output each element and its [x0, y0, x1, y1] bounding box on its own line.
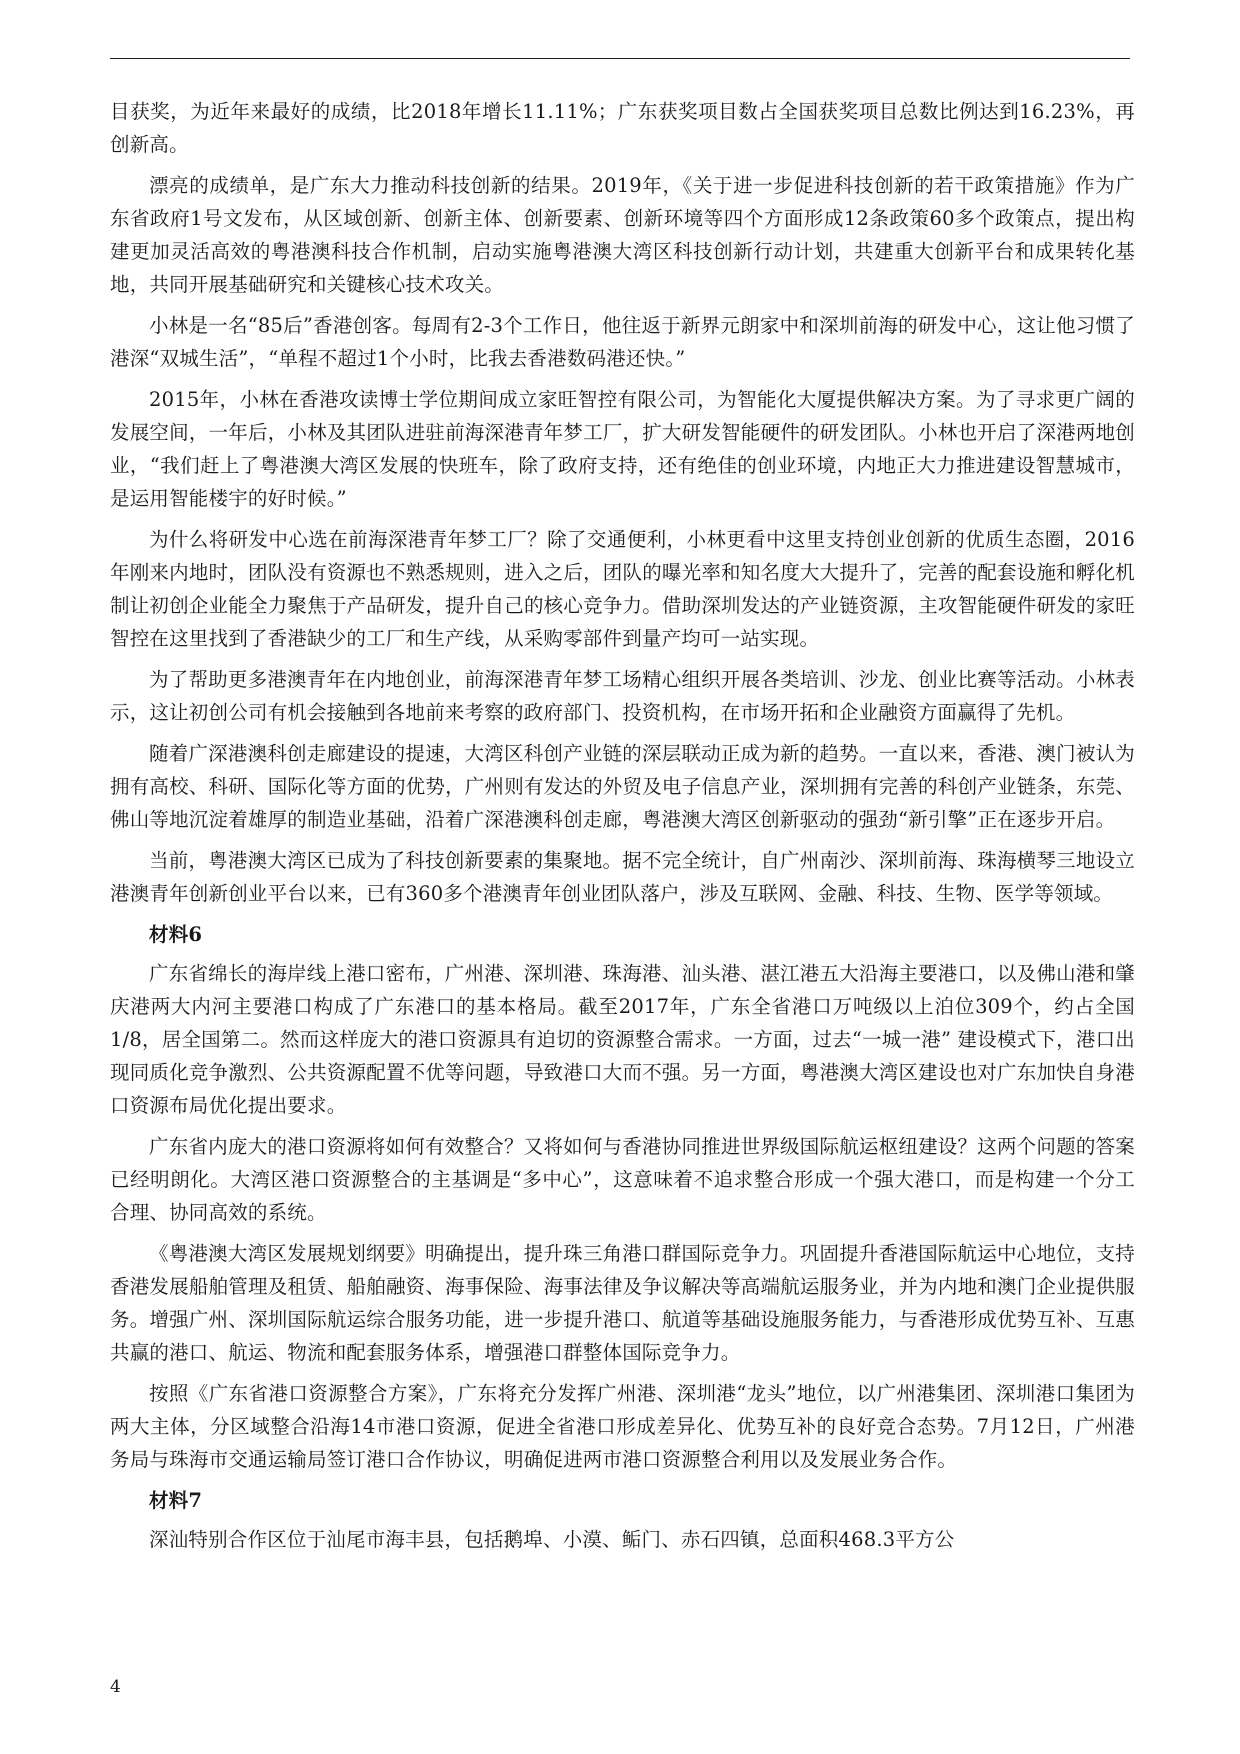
- body-text: [110, 95, 1135, 1564]
- header-rule: [110, 58, 1130, 59]
- paragraph: 广东省内庞大的港口资源将如何有效整合？又将如何与香港协同推进世界级国际航运枢纽建设？这两个问题的答案已经明朗化。大湾区港口资源整合的主基调是“多中心”，这意味着不追求整合形成一个强大港口，而是构建一个分工合理、协同高效的系统。: [110, 1135, 1135, 1224]
- paragraph: 为什么将研发中心选在前海深港青年梦工厂？除了交通便利，小林更看中这里支持创业创新的优质生态圈，2016年刚来内地时，团队没有资源也不熟悉规则，进入之后，团队的曝光率和知名度大大提升了，完善的配套设施和孵化机制让初创企业能全力聚焦于产品研发，提升自己的核心竞争力。借助深圳发达的产业链资源，主攻智能硬件研发的家旺智控在这里找到了香港缺少的工厂和生产线，从采购零部件到量产均可一站实现。: [110, 528, 1135, 650]
- paragraph: 深汕特别合作区位于汕尾市海丰县，包括鹅埠、小漠、鲘门、赤石四镇，总面积468.3平方公: [149, 1528, 955, 1551]
- paragraph: 随着广深港澳科创走廊建设的提速，大湾区科创产业链的深层联动正成为新的趋势。一直以来，香港、澳门被认为拥有高校、科研、国际化等方面的优势，广州则有发达的外贸及电子信息产业，深圳拥有完善的科创产业链条，东莞、佛山等地沉淀着雄厚的制造业基础，沿着广深港澳科创走廊，粤港澳大湾区创新驱动的强劲“新引擎”正在逐步开启。: [110, 742, 1135, 831]
- paragraph: 为了帮助更多港澳青年在内地创业，前海深港青年梦工场精心组织开展各类培训、沙龙、创业比赛等活动。小林表示，这让初创公司有机会接触到各地前来考察的政府部门、投资机构，在市场开拓和企业融资方面赢得了先机。: [110, 668, 1135, 724]
- paragraph: 2015年，小林在香港攻读博士学位期间成立家旺智控有限公司，为智能化大厦提供解决方案。为了寻求更广阔的发展空间，一年后，小林及其团队进驻前海深港青年梦工厂，扩大研发智能硬件的研发团队。小林也开启了深港两地创业，“我们赶上了粤港澳大湾区发展的快班车，除了政府支持，还有绝佳的创业环境，内地正大力推进建设智慧城市，是运用智能楼宇的好时候。”: [110, 388, 1135, 510]
- section-heading-material-7: 材料7: [149, 1489, 203, 1512]
- paragraph: 小林是一名“85后”香港创客。每周有2-3个工作日，他往返于新界元朗家中和深圳前海的研发中心，这让他习惯了港深“双城生活”，“单程不超过1个小时，比我去香港数码港还快。”: [110, 314, 1135, 370]
- paragraph: 漂亮的成绩单，是广东大力推动科技创新的结果。2019年，《关于进一步促进科技创新的若干政策措施》作为广东省政府1号文发布，从区域创新、创新主体、创新要素、创新环境等四个方面形成12条政策60多个政策点，提出构建更加灵活高效的粤港澳科技合作机制，启动实施粤港澳大湾区科技创新行动计划，共建重大创新平台和成果转化基地，共同开展基础研究和关键核心技术攻关。: [110, 174, 1135, 296]
- paragraph: 目获奖，为近年来最好的成绩，比2018年增长11.11%；广东获奖项目数占全国获奖项目总数比例达到16.23%，再创新高。: [110, 100, 1135, 156]
- paragraph: 当前，粤港澳大湾区已成为了科技创新要素的集聚地。据不完全统计，自广州南沙、深圳前海、珠海横琴三地设立港澳青年创新创业平台以来，已有360多个港澳青年创业团队落户，涉及互联网、金融、科技、生物、医学等领域。: [110, 849, 1135, 905]
- page-number: 4: [110, 1677, 121, 1697]
- paragraph: 广东省绵长的海岸线上港口密布，广州港、深圳港、珠海港、汕头港、湛江港五大沿海主要港口，以及佛山港和肇庆港两大内河主要港口构成了广东港口的基本格局。截至2017年，广东全省港口万吨级以上泊位309个，约占全国1/8，居全国第二。然而这样庞大的港口资源具有迫切的资源整合需求。一方面，过去“一城一港” 建设模式下，港口出现同质化竞争激烈、公共资源配置不优等问题，导致港口大而不强。另一方面，粤港澳大湾区建设也对广东加快自身港口资源布局优化提出要求。: [110, 962, 1135, 1117]
- paragraph: 《粤港澳大湾区发展规划纲要》明确提出，提升珠三角港口群国际竞争力。巩固提升香港国际航运中心地位，支持香港发展船舶管理及租赁、船舶融资、海事保险、海事法律及争议解决等高端航运服务业，并为内地和澳门企业提供服务。增强广州、深圳国际航运综合服务功能，进一步提升港口、航道等基础设施服务能力，与香港形成优势互补、互惠共赢的港口、航运、物流和配套服务体系，增强港口群整体国际竞争力。: [110, 1242, 1135, 1364]
- section-heading-material-6: 材料6: [149, 923, 203, 946]
- paragraph: 按照《广东省港口资源整合方案》，广东将充分发挥广州港、深圳港“龙头”地位，以广州港集团、深圳港口集团为两大主体，分区域整合沿海14市港口资源，促进全省港口形成差异化、优势互补的良好竞合态势。7月12日，广州港务局与珠海市交通运输局签订港口合作协议，明确促进两市港口资源整合利用以及发展业务合作。: [110, 1382, 1135, 1471]
